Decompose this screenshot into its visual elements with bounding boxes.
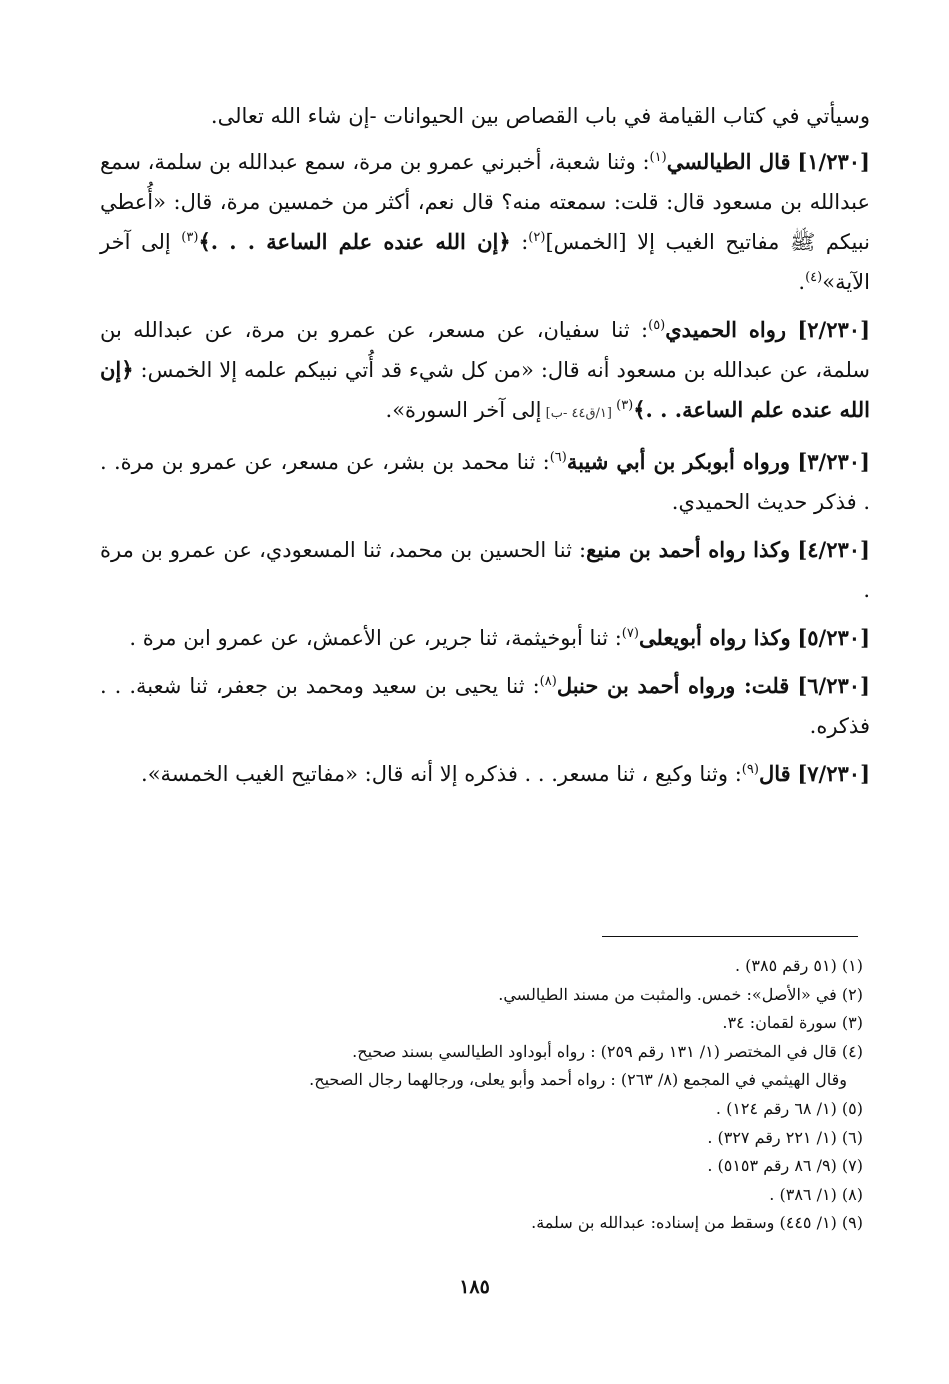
footnote-9: (٩) (١/ ٤٤٥) وسقط من إسناده: عبدالله بن سلمة. xyxy=(531,1213,863,1233)
quran-quote: ﴿إن الله عنده علم الساعة . . .﴾ xyxy=(198,229,511,254)
entry-lead: قال xyxy=(758,761,791,786)
entry-number: [٦/٢٣٠] xyxy=(797,673,870,698)
hadith-entry-3 xyxy=(100,442,870,522)
footnote-ref[interactable]: (٣) xyxy=(181,230,199,245)
entry-lead: رواه الحميدي xyxy=(665,317,787,342)
footnote-ref[interactable]: (٢) xyxy=(528,230,546,245)
quran-quote: ﴿إن الله عنده علم الساعة. . .﴾ xyxy=(100,357,870,422)
intro-paragraph: وسيأتي في كتاب القيامة في باب القصاص بين الحيوانات -إن شاء الله تعالى. xyxy=(210,104,870,128)
hadith-entry-1 xyxy=(100,142,870,302)
footnotes xyxy=(83,952,863,1238)
entry-lead: قال الطيالسي xyxy=(666,149,791,174)
hadith-entry-2 xyxy=(100,310,870,434)
entry-text: : xyxy=(510,230,529,254)
manuscript-ref: [١/ق٤٤ -ب] xyxy=(541,406,617,421)
entry-number: [١/٢٣٠] xyxy=(797,149,870,174)
footnote-1: (١) (٥١ رقم ٣٨٥) . xyxy=(734,956,863,975)
entry-number: [٧/٢٣٠] xyxy=(797,761,870,786)
entry-text: . xyxy=(798,270,806,294)
footnote-ref[interactable]: (٥) xyxy=(648,318,666,333)
footnote-7: (٧) (٩/ ٨٦ رقم ٥١٥٣) . xyxy=(707,1156,863,1176)
entry-text: : ثنا سفيان، عن مسعر، عن عمرو بن مرة، عن عبدالله بن سلمة، عن عبدالله بن مسعود أنه قال: «من كل شيء قد أُتي نبيكم علمه إلا الخمس: xyxy=(100,318,870,382)
footnote-ref[interactable]: (٧) xyxy=(621,626,639,641)
hadith-entry-6 xyxy=(100,666,870,746)
hadith-entry-4 xyxy=(100,530,870,610)
entry-number: [٢/٢٣٠] xyxy=(797,317,870,342)
entry-text: : ثنا محمد بن بشر، عن مسعر، عن عمرو بن مرة. . . فذكر حديث الحميدي. xyxy=(100,450,870,514)
footnote-divider xyxy=(602,936,858,937)
entry-text: : وثنا شعبة، أخبرني عمرو بن مرة، سمع عبدالله بن سلمة، سمع عبدالله بن مسعود قال: قلت: سمعته منه؟ قال نعم، أكثر من خمسين مرة، قال: «أُعطي نبيكم ﷺ مفاتيح الغيب إلا [الخمس] xyxy=(100,150,870,254)
entry-lead: وكذا رواه أحمد بن منيع xyxy=(586,537,791,562)
footnote-ref[interactable]: (٩) xyxy=(741,762,759,777)
footnote-ref[interactable]: (١) xyxy=(649,150,667,165)
page-number: ١٨٥ xyxy=(459,1276,490,1298)
entry-number: [٤/٢٣٠] xyxy=(797,537,870,562)
footnote-ref[interactable]: (٣) xyxy=(616,398,634,413)
main-text xyxy=(100,96,870,802)
entry-number: [٣/٢٣٠] xyxy=(797,449,870,474)
footnote-2: (٢) في «الأصل»: خمس. والمثبت من مسند الطيالسي. xyxy=(498,984,863,1004)
footnote-4-continued: وقال الهيثمي في المجمع (٨/ ٢٦٣) : رواه أحمد وأبو يعلى، ورجالهما رجال الصحيح. xyxy=(309,1070,847,1090)
footnote-5: (٥) (١/ ٦٨ رقم ١٢٤) . xyxy=(715,1098,863,1118)
footnote-4: (٤) قال في المختصر (١/ ١٣١ رقم ٢٥٩) : رواه أبوداود الطيالسي بسند صحيح. xyxy=(352,1041,863,1061)
entry-text: : ثنا أبوخيثمة، ثنا جرير، عن الأعمش، عن عمرو ابن مرة . xyxy=(129,626,622,650)
footnote-ref[interactable]: (٤) xyxy=(805,270,823,285)
entry-text: : وثنا وكيع ، ثنا مسعر. . . فذكره إلا أنه قال: «مفاتيح الغيب الخمسة». xyxy=(141,762,742,786)
entry-lead: قلت: ورواه أحمد بن حنبل xyxy=(556,673,790,698)
entry-text: : ثنا الحسين بن محمد، ثنا المسعودي، عن عمرو بن مرة . xyxy=(100,538,870,602)
entry-text: إلى آخر السورة». xyxy=(385,398,542,422)
entry-lead: وكذا رواه أبويعلى xyxy=(638,625,791,650)
entry-text: : ثنا يحيى بن سعيد ومحمد بن جعفر، ثنا شعبة. . . فذكره. xyxy=(100,674,870,738)
footnote-ref[interactable]: (٨) xyxy=(539,674,557,689)
entry-lead: ورواه أبوبكر بن أبي شيبة xyxy=(566,449,790,474)
footnote-8: (٨) (١/ ٣٨٦) . xyxy=(769,1184,863,1204)
footnote-3: (٣) سورة لقمان: ٣٤. xyxy=(722,1013,863,1033)
entry-text: إلى آخر الآية» xyxy=(100,230,870,294)
hadith-entry-5 xyxy=(100,618,870,658)
footnote-6: (٦) (١/ ٢٢١ رقم ٣٢٧) . xyxy=(707,1127,863,1147)
entry-number: [٥/٢٣٠] xyxy=(797,625,870,650)
footnote-ref[interactable]: (٦) xyxy=(549,450,567,465)
hadith-entry-7 xyxy=(100,754,870,794)
